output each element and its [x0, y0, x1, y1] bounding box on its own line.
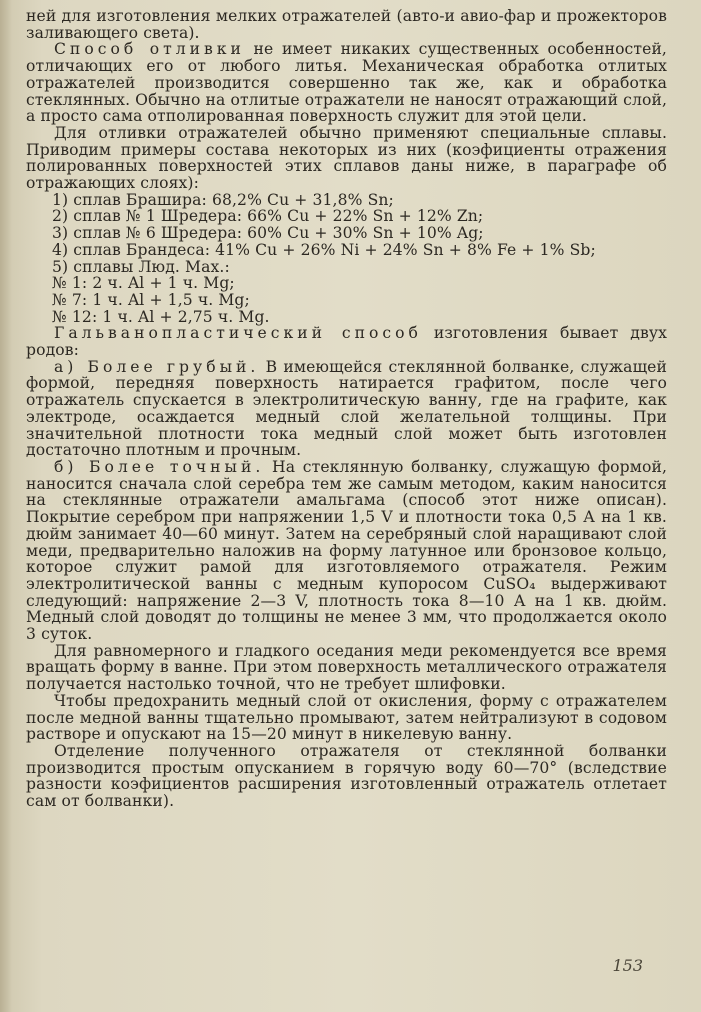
paragraph — [26, 693, 667, 743]
paragraph-text: ней для изготовления мелких отражателей (авто-и авио-фар и прожекторов заливающего света). — [26, 7, 667, 42]
paragraph — [26, 8, 667, 41]
paragraph-text: Для отливки отражателей обычно применяют специальные сплавы. Приводим примеры состава некоторых из них (коэфициенты отражения полированных поверхностей этих сплавов даны ниже, в параграфе об отражающих слоях): — [26, 123, 667, 193]
list-item — [26, 192, 667, 209]
paragraph-text: Для равномерного и гладкого оседания меди рекомендуется все время вращать форму в ванне. При этом поверхность металлического отражателя получается настолько точной, что не требует шлифовки. — [26, 641, 667, 694]
list-item — [26, 275, 667, 292]
paragraph-text: 4) сплав Брандеса: 41% Cu + 26% Ni + 24% Sn + 8% Fe + 1% Sb; — [52, 240, 596, 259]
page-body-text — [26, 8, 667, 810]
paragraph-text: Отделение полученного отражателя от стеклянной болванки производится простым опусканием в горячую воду 60—70° (вследствие разности коэфициентов расширения изготовленный отражатель отлетает сам от болванки). — [26, 741, 667, 811]
paragraph-text: На стеклянную болванку, служащую формой, наносится сначала слой серебра тем же самым методом, каким наносится на стеклянные отражатели амальгама (способ этот ниже описан). Покрытие серебром при напряжении 1,5 V и плотности тока 0,5 А на 1 кв. дюйм занимает 40—60 минут. Затем на серебряный слой наращивают слой меди, предварительно наложив на форму латунное или бронзовое кольцо, которое служит рамой для изготовляемого отражателя. Режим электролитической ванны с медным купоросом CuSO₄ выдерживают следующий: напряжение 2—3 V, плотность тока 8—10 А на 1 кв. дюйм. Медный слой доводят до толщины не менее 3 мм, что продолжается около 3 суток. — [26, 457, 668, 644]
paragraph-text: изготовления бывает двух родов: — [26, 324, 667, 360]
list-item — [26, 225, 667, 242]
list-item — [26, 309, 667, 326]
paragraph-text: 2) сплав № 1 Шредера: 66% Cu + 22% Sn + 12% Zn; — [52, 207, 484, 226]
list-item — [26, 259, 667, 276]
paragraph-text: 5) сплавы Люд. Мах.: — [52, 257, 230, 276]
paragraph — [26, 359, 667, 459]
spaced-emphasis: Гальванопластический способ — [54, 324, 422, 343]
list-item — [26, 208, 667, 225]
paragraph — [26, 743, 667, 810]
paragraph — [26, 643, 667, 693]
paragraph — [26, 325, 667, 358]
paragraph — [26, 41, 667, 125]
paragraph-text: не имеет никаких существенных особенностей, отличающих его от любого литья. Механическая обработка отлитых отражателей производится совершенно так же, как и обработка стеклянных. Обычно на отлитые отражатели не наносят отражающий слой, а просто сама отполированная поверхность служит для этой цели. — [26, 40, 667, 126]
paragraph-text: Чтобы предохранить медный слой от окисления, форму с отражателем после медной ванны тщательно промывают, затем нейтрализуют в содовом растворе и опускают на 15—20 минут в никелевую ванну. — [26, 691, 667, 744]
paragraph-text: № 1: 2 ч. Al + 1 ч. Mg; — [52, 274, 235, 293]
spaced-emphasis: Способ отливки — [54, 40, 245, 59]
paragraph-text: В имеющейся стеклянной болванке, служащей формой, передняя поверхность натирается графитом, после чего отражатель спускается в электролитическую ванну, где на графите, как электроде, осаждается медный слой желательной толщины. При значительной плотности тока медный слой может быть изготовлен достаточно плотным и прочным. — [26, 357, 668, 460]
spaced-emphasis: б) Более точный. — [54, 457, 265, 476]
paragraph-text: 1) сплав Брашира: 68,2% Cu + 31,8% Sn; — [52, 190, 394, 209]
list-item — [26, 292, 667, 309]
paragraph-text: № 7: 1 ч. Al + 1,5 ч. Mg; — [52, 290, 250, 309]
page-number: 153 — [612, 956, 643, 975]
paragraph-text: № 12: 1 ч. Al + 2,75 ч. Mg. — [52, 307, 270, 326]
list-item — [26, 242, 667, 259]
paragraph — [26, 459, 667, 643]
spaced-emphasis: а) Более грубый. — [54, 357, 260, 376]
paragraph-text: 3) сплав № 6 Шредера: 60% Cu + 30% Sn + 10% Ag; — [52, 224, 484, 243]
paragraph — [26, 125, 667, 192]
